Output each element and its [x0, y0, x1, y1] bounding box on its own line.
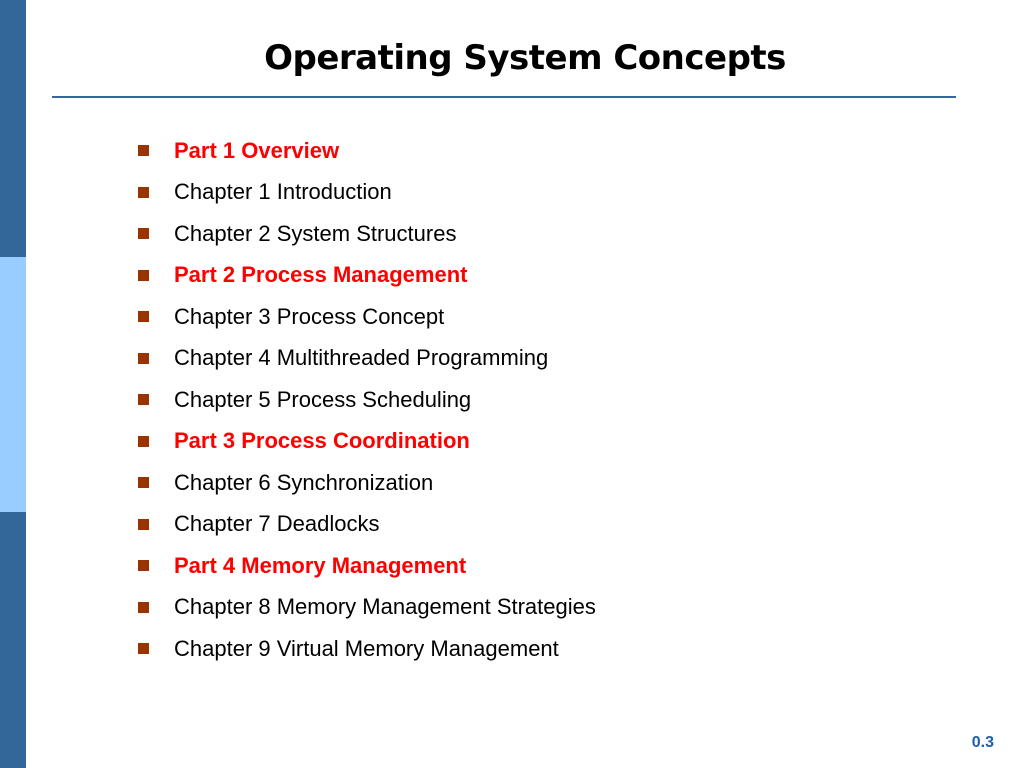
square-bullet-icon [138, 477, 149, 488]
sidebar-segment-middle [0, 257, 26, 512]
chapter-item [138, 587, 596, 629]
chapter-item [138, 628, 596, 670]
chapter-item [138, 172, 596, 214]
item-label: Part 1 Overview [174, 137, 340, 163]
square-bullet-icon [138, 560, 149, 571]
square-bullet-icon [138, 602, 149, 613]
square-bullet-icon [138, 270, 149, 281]
item-label: Part 4 Memory Management [174, 552, 467, 578]
item-label: Chapter 9 Virtual Memory Management [174, 635, 559, 661]
part-heading-item [138, 421, 596, 463]
item-label: Chapter 2 System Structures [174, 220, 457, 246]
part-heading-item [138, 545, 596, 587]
chapter-item [138, 504, 596, 546]
square-bullet-icon [138, 643, 149, 654]
item-label: Chapter 6 Synchronization [174, 469, 434, 495]
chapter-item [138, 462, 596, 504]
chapter-item [138, 296, 596, 338]
slide-title: Operating System Concepts [264, 38, 786, 78]
chapter-item [138, 379, 596, 421]
title-divider [52, 96, 956, 98]
item-label: Chapter 8 Memory Management Strategies [174, 594, 596, 620]
square-bullet-icon [138, 311, 149, 322]
square-bullet-icon [138, 353, 149, 364]
page-number: 0.3 [971, 734, 994, 751]
item-label: Chapter 5 Process Scheduling [174, 386, 472, 412]
square-bullet-icon [138, 187, 149, 198]
item-label: Part 3 Process Coordination [174, 428, 470, 454]
square-bullet-icon [138, 145, 149, 156]
item-label: Chapter 3 Process Concept [174, 303, 445, 329]
square-bullet-icon [138, 436, 149, 447]
square-bullet-icon [138, 228, 149, 239]
square-bullet-icon [138, 394, 149, 405]
sidebar-segment-top [0, 0, 26, 257]
item-label: Chapter 1 Introduction [174, 179, 392, 205]
item-label: Chapter 7 Deadlocks [174, 511, 380, 537]
chapter-item [138, 338, 596, 380]
item-label: Chapter 4 Multithreaded Programming [174, 345, 549, 371]
part-heading-item [138, 255, 596, 297]
outline-list [138, 130, 596, 670]
sidebar-decoration [0, 0, 26, 768]
part-heading-item [138, 130, 596, 172]
sidebar-segment-bottom [0, 512, 26, 768]
chapter-item [138, 213, 596, 255]
item-label: Part 2 Process Management [174, 262, 468, 288]
square-bullet-icon [138, 519, 149, 530]
